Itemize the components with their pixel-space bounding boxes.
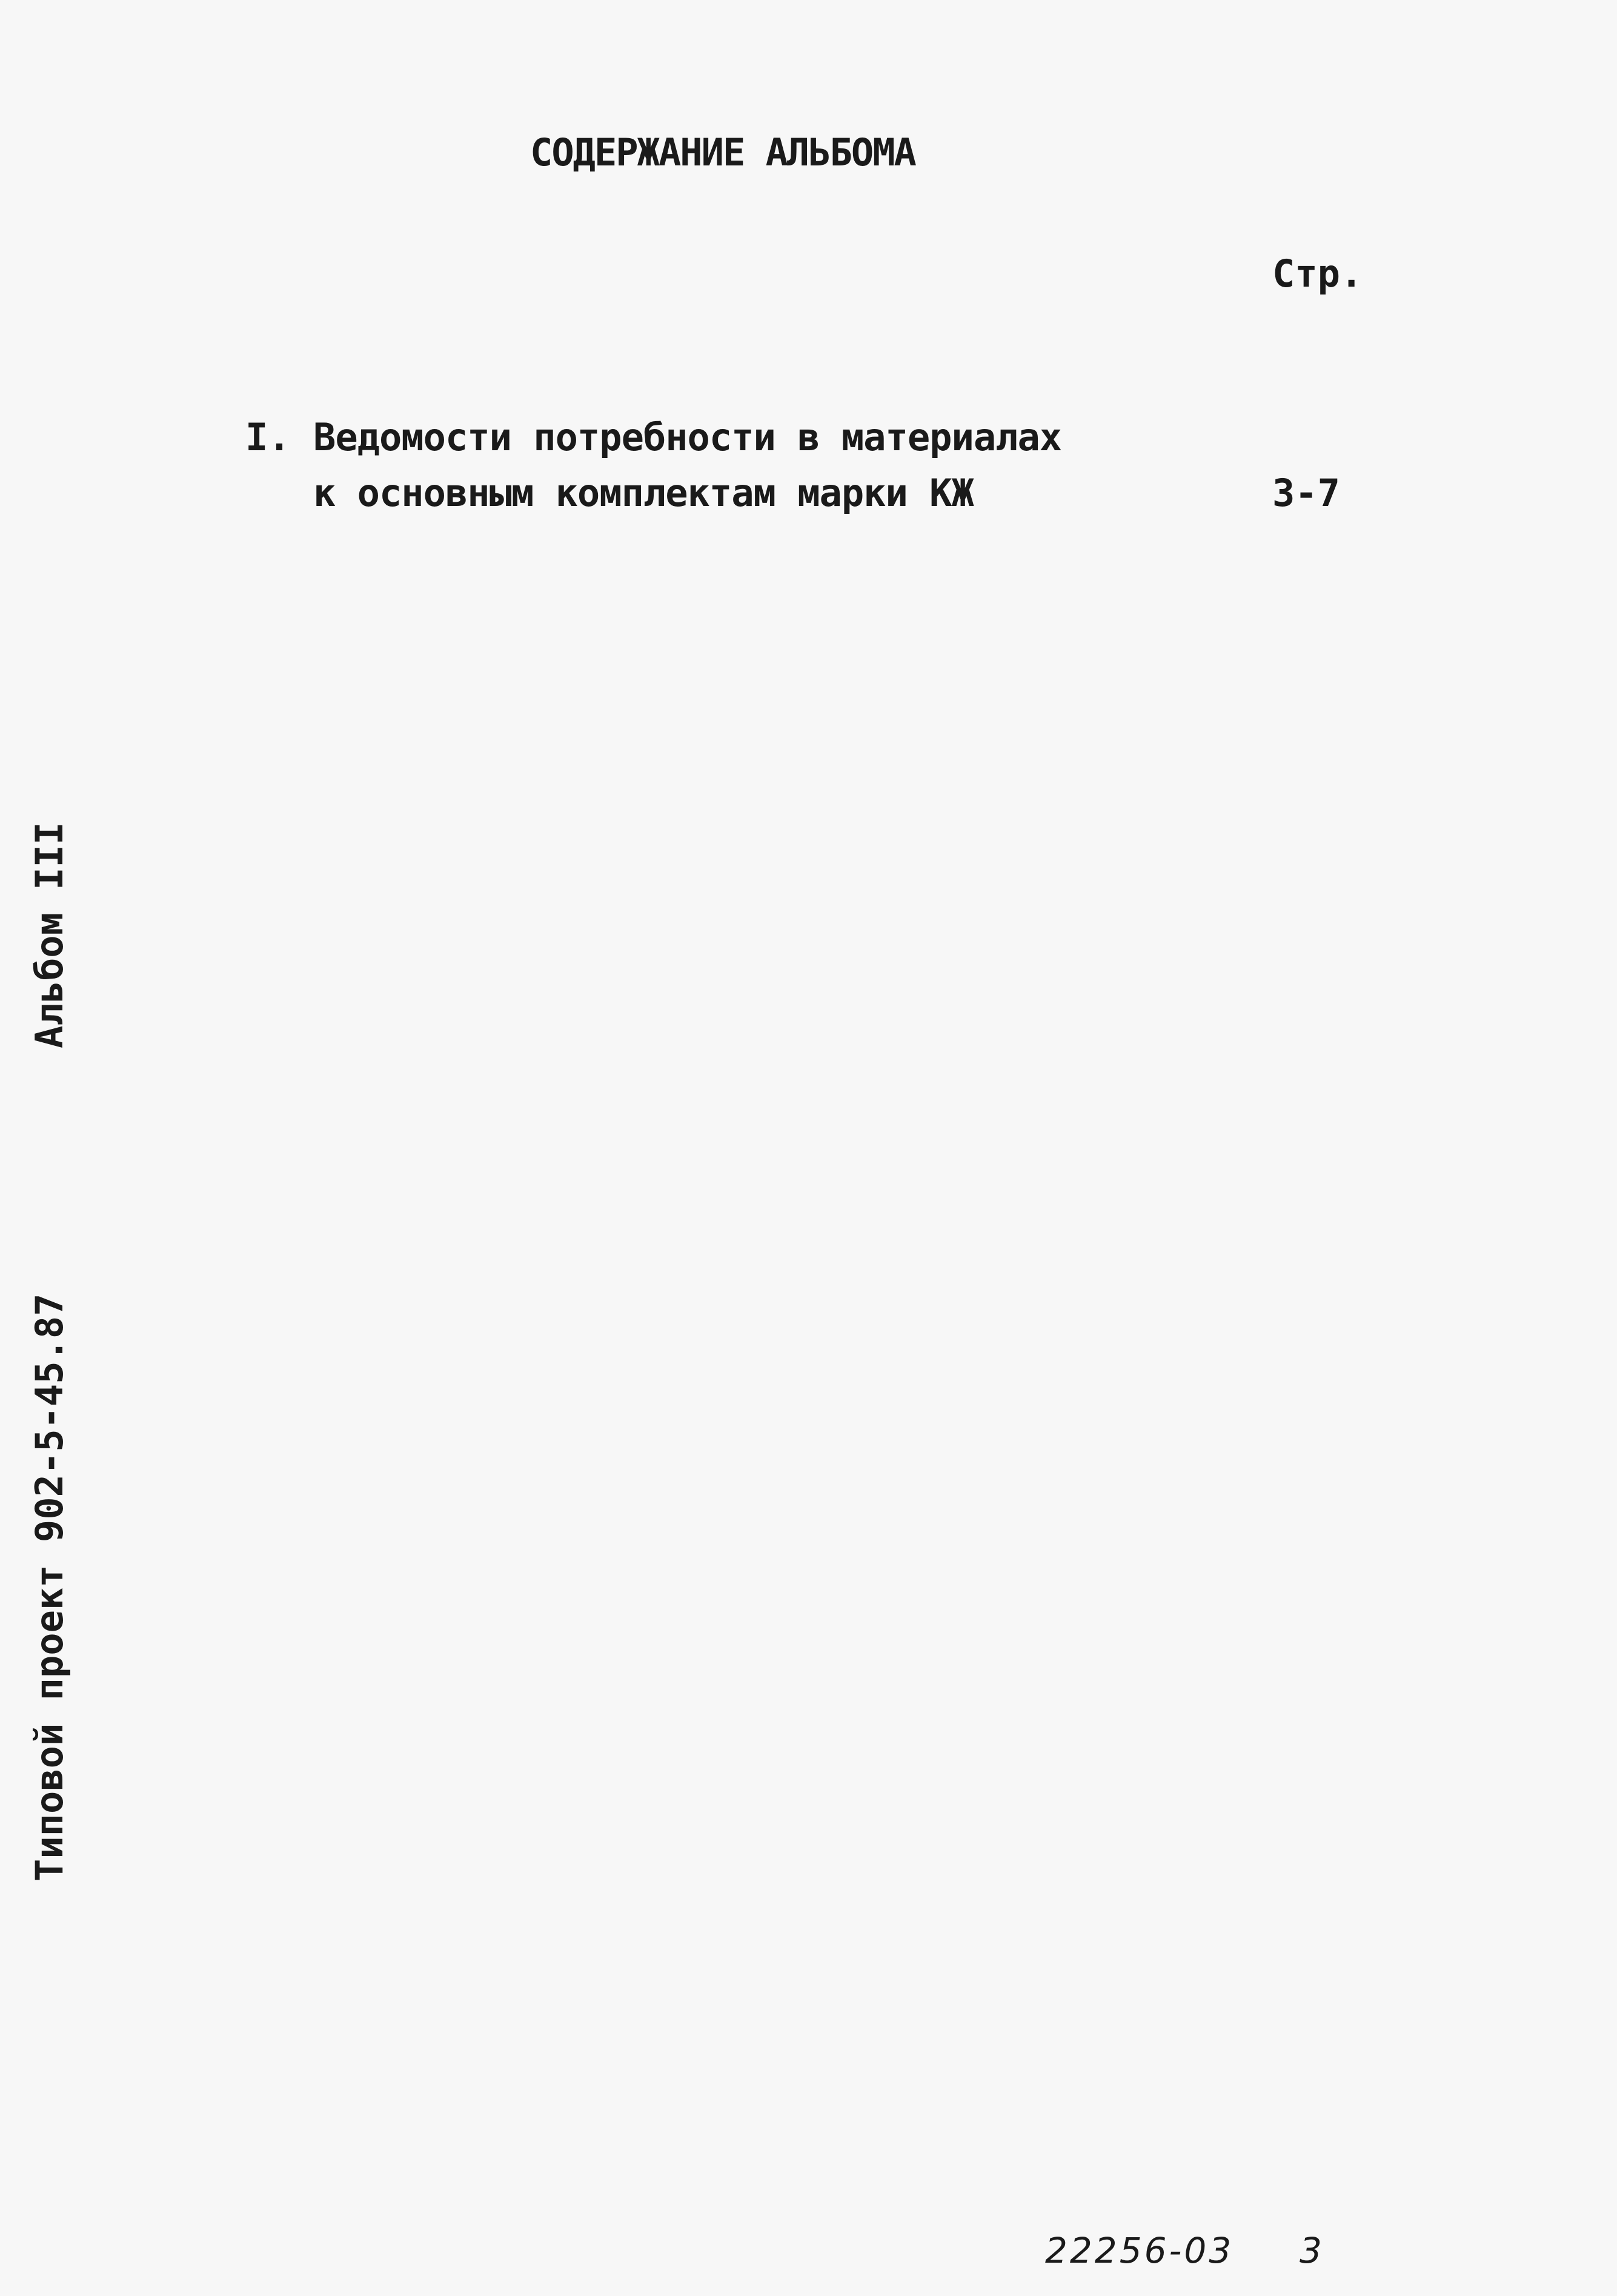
toc-entry-title-line-1: Ведомости потребности в материалах	[313, 415, 1062, 459]
footer-page-number: 3	[1300, 2230, 1322, 2271]
page-column-header: Стр.	[1272, 251, 1363, 296]
toc-entry-pages: 3-7	[1272, 471, 1340, 515]
toc-entry-title-line-2: к основным комплектам марки КЖ	[313, 471, 974, 515]
footer-document-code: 22256-03	[1045, 2230, 1234, 2271]
document-title: СОДЕРЖАНИЕ АЛЬБОМА	[530, 130, 915, 175]
toc-entry-number: I.	[245, 415, 291, 459]
toc-entry	[245, 415, 1396, 524]
side-stamp-album: Альбом III	[27, 822, 71, 1048]
side-stamp-project: Типовой проект 902-5-45.87	[27, 1293, 71, 1882]
